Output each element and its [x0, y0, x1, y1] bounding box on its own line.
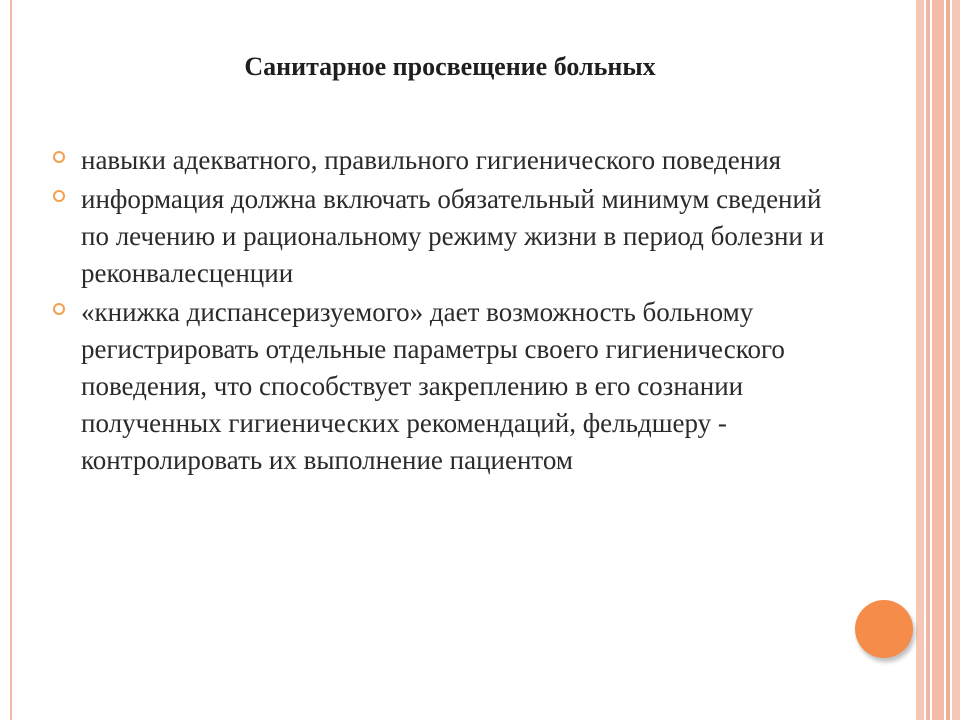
stripe	[952, 0, 960, 720]
bullet-text: информация должна включать обязательный минимум сведений по лечению и рациональному режиму жизни в период болезни и реконвалесценции	[81, 184, 825, 288]
decorative-orange-circle	[855, 600, 913, 658]
left-frame-line	[10, 0, 12, 720]
decorative-side-stripes	[916, 0, 960, 720]
list-item	[52, 181, 842, 292]
bullet-text: «книжка диспансеризуемого» дает возможность больному регистрировать отдельные параметры своего гигиенического поведения, что способствует закреплению в его сознании полученных гигиенических рекомендаций, фельдшеру - контролировать их выполнение пациентом	[81, 297, 785, 475]
list-item	[52, 142, 842, 179]
bullet-list	[52, 142, 842, 481]
list-item	[52, 294, 842, 479]
bullet-text: навыки адекватного, правильного гигиенического поведения	[81, 145, 782, 175]
stripe	[916, 0, 924, 720]
stripe	[946, 0, 950, 720]
bullet-circle-icon	[53, 151, 65, 163]
stripe	[926, 0, 930, 720]
stripe	[932, 0, 944, 720]
bullet-circle-icon	[53, 303, 65, 315]
slide-title: Санитарное просвещение больных	[244, 52, 656, 81]
bullet-circle-icon	[53, 190, 65, 202]
